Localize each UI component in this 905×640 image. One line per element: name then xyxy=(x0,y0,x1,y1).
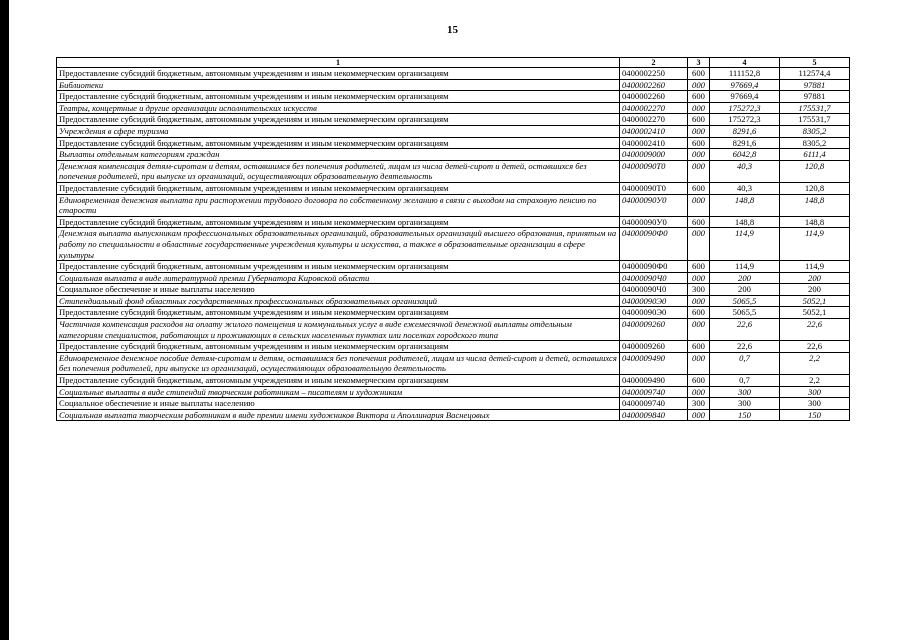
row-value-2025-cell: 148,8 xyxy=(780,216,850,228)
row-value-2024-cell: 114,9 xyxy=(710,261,780,273)
row-name-cell: Денежная выплата выпускникам профессиональных образовательных организаций, образовательных организаций высшего образования, принятым на работу по специальности в областные государственные учреждения культуры и искусства, а также в образовательные организации в сфере культуры xyxy=(57,228,620,261)
row-vr-cell: 000 xyxy=(688,194,710,216)
table-body xyxy=(57,68,850,421)
table-row xyxy=(57,137,850,149)
row-vr-cell: 600 xyxy=(688,307,710,319)
table-row xyxy=(57,375,850,387)
row-value-2024-cell: 148,8 xyxy=(710,194,780,216)
row-name-cell: Социальное обеспечение и иные выплаты населению xyxy=(57,284,620,296)
row-code-cell: 04000090У0 xyxy=(620,194,688,216)
row-value-2025-cell: 200 xyxy=(780,284,850,296)
scan-edge-bar xyxy=(0,0,9,640)
budget-table xyxy=(56,57,850,421)
row-vr-cell: 000 xyxy=(688,228,710,261)
row-code-cell: 0400009000 xyxy=(620,149,688,161)
row-code-cell: 0400002410 xyxy=(620,125,688,137)
row-code-cell: 04000090Ч0 xyxy=(620,284,688,296)
row-value-2025-cell: 5052,1 xyxy=(780,307,850,319)
row-vr-cell: 000 xyxy=(688,102,710,114)
row-code-cell: 0400009740 xyxy=(620,386,688,398)
row-name-cell: Денежная компенсация детям-сиротам и детям, оставшимся без попечения родителей, лицам из числа детей-сирот и детей, оставшихся без попечения родителей, при выпуске из организаций, осуществляющих образовательную деятельность xyxy=(57,160,620,182)
table-row xyxy=(57,307,850,319)
row-value-2024-cell: 175272,3 xyxy=(710,114,780,126)
row-value-2024-cell: 22,6 xyxy=(710,319,780,341)
row-code-cell: 04000090Т0 xyxy=(620,182,688,194)
row-vr-cell: 600 xyxy=(688,68,710,80)
row-name-cell: Учреждения в сфере туризма xyxy=(57,125,620,137)
table-row xyxy=(57,409,850,421)
row-value-2025-cell: 2,2 xyxy=(780,375,850,387)
row-vr-cell: 600 xyxy=(688,91,710,103)
row-value-2025-cell: 300 xyxy=(780,398,850,410)
header-col-3: 3 xyxy=(688,58,710,68)
row-vr-cell: 600 xyxy=(688,261,710,273)
row-vr-cell: 600 xyxy=(688,182,710,194)
row-value-2024-cell: 40,3 xyxy=(710,160,780,182)
row-vr-cell: 600 xyxy=(688,137,710,149)
row-code-cell: 0400002250 xyxy=(620,68,688,80)
row-code-cell: 04000090Э0 xyxy=(620,295,688,307)
row-value-2025-cell: 200 xyxy=(780,272,850,284)
table-row xyxy=(57,319,850,341)
table-row xyxy=(57,216,850,228)
row-code-cell: 04000090Ф0 xyxy=(620,261,688,273)
table-row xyxy=(57,182,850,194)
row-value-2025-cell: 8305,2 xyxy=(780,125,850,137)
row-value-2024-cell: 0,7 xyxy=(710,352,780,374)
row-value-2024-cell: 200 xyxy=(710,272,780,284)
row-code-cell: 0400002270 xyxy=(620,102,688,114)
page-number: 15 xyxy=(447,24,458,36)
table-row xyxy=(57,149,850,161)
row-vr-cell: 600 xyxy=(688,114,710,126)
header-col-1: 1 xyxy=(57,58,620,68)
row-name-cell: Предоставление субсидий бюджетным, автономным учреждениям и иным некоммерческим организациям xyxy=(57,68,620,80)
row-value-2024-cell: 97669,4 xyxy=(710,91,780,103)
table-row xyxy=(57,79,850,91)
row-value-2025-cell: 112574,4 xyxy=(780,68,850,80)
row-name-cell: Социальная выплата в виде литературной премии Губернатора Кировской области xyxy=(57,272,620,284)
row-code-cell: 0400002260 xyxy=(620,91,688,103)
row-name-cell: Предоставление субсидий бюджетным, автономным учреждениям и иным некоммерческим организациям xyxy=(57,137,620,149)
row-code-cell: 0400009740 xyxy=(620,398,688,410)
row-value-2025-cell: 8305,2 xyxy=(780,137,850,149)
row-value-2025-cell: 175531,7 xyxy=(780,114,850,126)
row-value-2024-cell: 150 xyxy=(710,409,780,421)
table-row xyxy=(57,295,850,307)
row-name-cell: Предоставление субсидий бюджетным, автономным учреждениям и иным некоммерческим организациям xyxy=(57,216,620,228)
row-code-cell: 0400009490 xyxy=(620,352,688,374)
row-vr-cell: 000 xyxy=(688,352,710,374)
table-row xyxy=(57,272,850,284)
row-name-cell: Предоставление субсидий бюджетным, автономным учреждениям и иным некоммерческим организациям xyxy=(57,91,620,103)
row-code-cell: 04000090Э0 xyxy=(620,307,688,319)
row-value-2025-cell: 22,6 xyxy=(780,319,850,341)
table-row xyxy=(57,160,850,182)
row-value-2024-cell: 111152,8 xyxy=(710,68,780,80)
header-col-5: 5 xyxy=(780,58,850,68)
table-row xyxy=(57,102,850,114)
row-code-cell: 0400009840 xyxy=(620,409,688,421)
row-name-cell: Театры, концертные и другие организации исполнительских искусств xyxy=(57,102,620,114)
row-value-2025-cell: 175531,7 xyxy=(780,102,850,114)
row-vr-cell: 000 xyxy=(688,160,710,182)
table-row xyxy=(57,341,850,353)
table-row xyxy=(57,261,850,273)
row-name-cell: Частичная компенсация расходов на оплату жилого помещения и коммунальных услуг в виде ежемесячной денежной выплаты отдельным категориям специалистов, работающих и проживающих в сельских населенных пунктах или поселках городского типа xyxy=(57,319,620,341)
table-row xyxy=(57,386,850,398)
row-vr-cell: 600 xyxy=(688,341,710,353)
row-value-2025-cell: 114,9 xyxy=(780,261,850,273)
row-code-cell: 04000090Ч0 xyxy=(620,272,688,284)
row-vr-cell: 300 xyxy=(688,398,710,410)
row-vr-cell: 000 xyxy=(688,295,710,307)
row-value-2024-cell: 5065,5 xyxy=(710,307,780,319)
header-col-4: 4 xyxy=(710,58,780,68)
row-name-cell: Выплаты отдельным категориям граждан xyxy=(57,149,620,161)
row-vr-cell: 000 xyxy=(688,386,710,398)
row-value-2024-cell: 22,6 xyxy=(710,341,780,353)
row-code-cell: 0400002270 xyxy=(620,114,688,126)
row-vr-cell: 000 xyxy=(688,409,710,421)
table-row xyxy=(57,114,850,126)
row-vr-cell: 000 xyxy=(688,272,710,284)
row-vr-cell: 000 xyxy=(688,79,710,91)
row-name-cell: Предоставление субсидий бюджетным, автономным учреждениям и иным некоммерческим организациям xyxy=(57,375,620,387)
row-value-2024-cell: 300 xyxy=(710,398,780,410)
row-name-cell: Предоставление субсидий бюджетным, автономным учреждениям и иным некоммерческим организациям xyxy=(57,341,620,353)
row-name-cell: Предоставление субсидий бюджетным, автономным учреждениям и иным некоммерческим организациям xyxy=(57,114,620,126)
row-code-cell: 0400002260 xyxy=(620,79,688,91)
row-vr-cell: 000 xyxy=(688,125,710,137)
row-name-cell: Предоставление субсидий бюджетным, автономным учреждениям и иным некоммерческим организациям xyxy=(57,182,620,194)
row-value-2025-cell: 300 xyxy=(780,386,850,398)
row-name-cell: Стипендиальный фонд областных государственных профессиональных образовательных организаций xyxy=(57,295,620,307)
row-value-2025-cell: 97881 xyxy=(780,91,850,103)
row-value-2024-cell: 300 xyxy=(710,386,780,398)
row-value-2024-cell: 114,9 xyxy=(710,228,780,261)
table-header-row xyxy=(57,58,850,68)
row-name-cell: Библиотеки xyxy=(57,79,620,91)
row-value-2024-cell: 0,7 xyxy=(710,375,780,387)
row-code-cell: 04000090Т0 xyxy=(620,160,688,182)
table-row xyxy=(57,352,850,374)
row-vr-cell: 000 xyxy=(688,319,710,341)
row-code-cell: 04000090У0 xyxy=(620,216,688,228)
row-value-2024-cell: 6042,8 xyxy=(710,149,780,161)
row-value-2025-cell: 2,2 xyxy=(780,352,850,374)
row-vr-cell: 600 xyxy=(688,375,710,387)
row-value-2025-cell: 120,8 xyxy=(780,160,850,182)
row-name-cell: Социальное обеспечение и иные выплаты населению xyxy=(57,398,620,410)
row-value-2024-cell: 40,3 xyxy=(710,182,780,194)
header-col-2: 2 xyxy=(620,58,688,68)
table-row xyxy=(57,284,850,296)
table-row xyxy=(57,194,850,216)
row-vr-cell: 000 xyxy=(688,149,710,161)
row-value-2024-cell: 200 xyxy=(710,284,780,296)
row-value-2025-cell: 150 xyxy=(780,409,850,421)
row-value-2024-cell: 175272,3 xyxy=(710,102,780,114)
row-value-2024-cell: 97669,4 xyxy=(710,79,780,91)
table-row xyxy=(57,91,850,103)
row-value-2024-cell: 8291,6 xyxy=(710,137,780,149)
row-value-2025-cell: 5052,1 xyxy=(780,295,850,307)
row-code-cell: 04000090Ф0 xyxy=(620,228,688,261)
row-value-2025-cell: 114,9 xyxy=(780,228,850,261)
row-code-cell: 0400002410 xyxy=(620,137,688,149)
row-value-2025-cell: 6111,4 xyxy=(780,149,850,161)
row-value-2024-cell: 148,8 xyxy=(710,216,780,228)
table-row xyxy=(57,228,850,261)
row-name-cell: Предоставление субсидий бюджетным, автономным учреждениям и иным некоммерческим организациям xyxy=(57,261,620,273)
table-row xyxy=(57,68,850,80)
row-name-cell: Социальная выплата творческим работникам в виде премии имени художников Виктора и Аполлинария Васнецовых xyxy=(57,409,620,421)
table-row xyxy=(57,125,850,137)
row-value-2024-cell: 5065,5 xyxy=(710,295,780,307)
row-name-cell: Единовременная денежная выплата при расторжении трудового договора по собственному желанию в связи с выходом на страховую пенсию по старости xyxy=(57,194,620,216)
row-vr-cell: 300 xyxy=(688,284,710,296)
row-code-cell: 0400009260 xyxy=(620,341,688,353)
table-row xyxy=(57,398,850,410)
row-code-cell: 0400009260 xyxy=(620,319,688,341)
row-value-2025-cell: 120,8 xyxy=(780,182,850,194)
row-name-cell: Социальные выплаты в виде стипендий творческим работникам – писателям и художникам xyxy=(57,386,620,398)
row-name-cell: Предоставление субсидий бюджетным, автономным учреждениям и иным некоммерческим организациям xyxy=(57,307,620,319)
row-value-2024-cell: 8291,6 xyxy=(710,125,780,137)
row-value-2025-cell: 97881 xyxy=(780,79,850,91)
row-code-cell: 0400009490 xyxy=(620,375,688,387)
row-vr-cell: 600 xyxy=(688,216,710,228)
row-value-2025-cell: 148,8 xyxy=(780,194,850,216)
row-name-cell: Единовременное денежное пособие детям-сиротам и детям, оставшимся без попечения родителей, лицам из числа детей-сирот и детей, оставшихся без попечения родителей, при выпуске из организаций, осуществляющих образовательную деятельность xyxy=(57,352,620,374)
row-value-2025-cell: 22,6 xyxy=(780,341,850,353)
